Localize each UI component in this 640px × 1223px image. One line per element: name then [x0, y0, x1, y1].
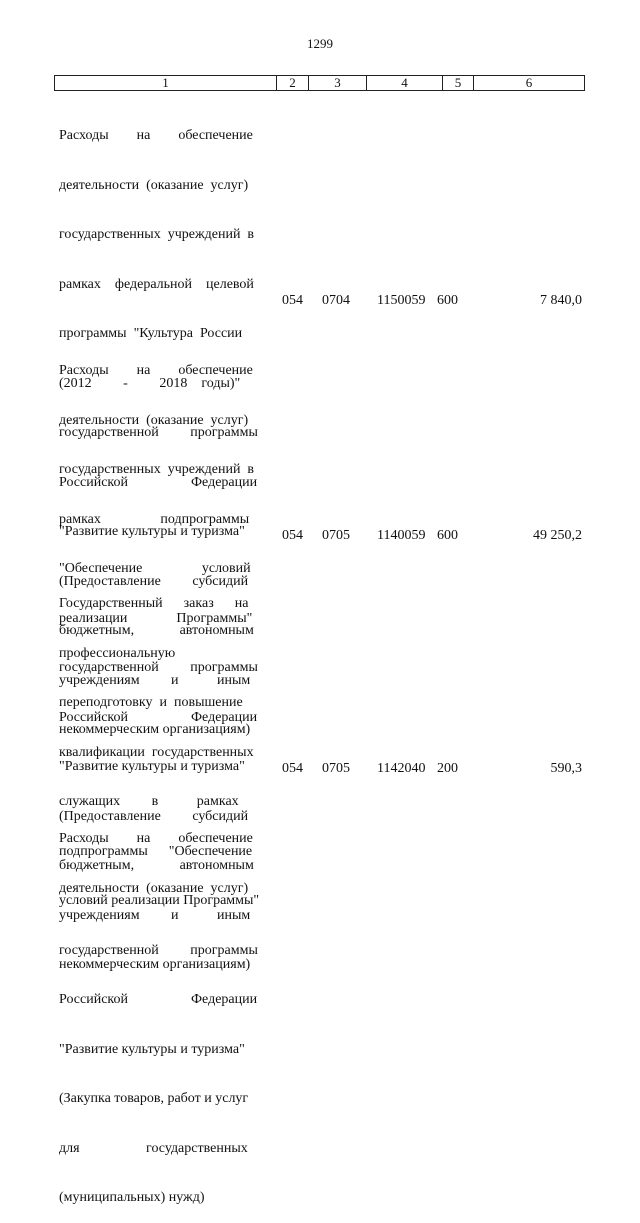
row-3-col-6: 590,3: [550, 761, 582, 776]
row-2-line: рамках подпрограммы: [59, 511, 250, 527]
row-3-col-4: 1142040: [377, 761, 426, 776]
row-3-line: условий реализации Программы": [59, 893, 260, 908]
row-1-col-2: 054: [282, 293, 303, 308]
row-1-line: деятельности (оказание услуг): [59, 177, 249, 193]
row-2-line: "Обеспечение условий: [59, 561, 251, 576]
header-col-3: 3: [309, 76, 367, 90]
row-1-line: рамках федеральной целевой: [59, 276, 254, 292]
row-2-line: Расходы на обеспечение: [59, 363, 253, 378]
page-number: 1299: [307, 36, 333, 51]
row-2-col-2: 054: [282, 528, 303, 543]
row-2-col-3: 0705: [322, 528, 350, 543]
row-4-line: Расходы на обеспечение: [59, 831, 253, 846]
row-2-line: учреждениям и иным: [59, 907, 251, 923]
row-3-line: переподготовку и повышение: [59, 695, 243, 710]
row-3-line: подпрограммы "Обеспечение: [59, 843, 253, 859]
row-1-line: бюджетным, автономным: [59, 623, 254, 638]
header-col-5: 5: [443, 76, 474, 90]
row-2-col-4: 1140059: [377, 528, 426, 543]
row-1-line: программы "Культура России: [59, 326, 243, 341]
row-2-line: государственной программы: [59, 660, 258, 675]
header-col-2: 2: [277, 76, 309, 90]
row-2-line: Российской Федерации: [59, 709, 258, 725]
row-1-col-5: 600: [437, 293, 458, 308]
row-3-col-2: 054: [282, 761, 303, 776]
row-1-line: "Развитие культуры и туризма": [59, 524, 245, 539]
row-2-col-6: 49 250,2: [533, 528, 582, 543]
header-col-4: 4: [367, 76, 443, 90]
row-2-line: деятельности (оказание услуг): [59, 412, 249, 428]
row-2-line: государственных учреждений в: [59, 462, 255, 477]
row-1-line: государственной программы: [59, 425, 258, 440]
header-col-1: 1: [55, 76, 277, 90]
row-1-col-3: 0704: [322, 293, 350, 308]
row-3-line: "Развитие культуры и туризма": [59, 1041, 245, 1057]
row-3-line: Российской Федерации: [59, 992, 258, 1007]
row-1-col-6: 7 840,0: [540, 293, 582, 308]
row-2-line: "Развитие культуры и туризма": [59, 759, 245, 774]
row-1-line: государственных учреждений в: [59, 227, 255, 242]
row-4-line: деятельности (оказание услуг): [59, 880, 249, 896]
row-2-line: некоммерческим организациям): [59, 957, 251, 972]
row-1-line: учреждениям и иным: [59, 672, 251, 688]
row-3-line: государственной программы: [59, 942, 258, 958]
row-3-col-3: 0705: [322, 761, 350, 776]
row-3-line: (муниципальных) нужд): [59, 1190, 205, 1205]
row-2-line: бюджетным, автономным: [59, 858, 254, 873]
row-3-line: профессиональную: [59, 645, 176, 661]
header-col-6: 6: [525, 75, 533, 90]
table-header-row: [54, 75, 585, 91]
row-1-line: (2012 - 2018 годы)": [59, 375, 241, 391]
row-3-line: (Закупка товаров, работ и услуг: [59, 1091, 249, 1106]
row-3-line: служащих в рамках: [59, 794, 239, 809]
row-2-line: (Предоставление субсидий: [59, 808, 249, 824]
row-3-line: для государственных: [59, 1140, 248, 1156]
row-1-line: Расходы на обеспечение: [59, 128, 253, 143]
row-1-line: некоммерческим организациям): [59, 722, 251, 737]
row-1-line: (Предоставление субсидий: [59, 573, 249, 589]
row-1-line: Российской Федерации: [59, 474, 258, 490]
row-2-col-5: 600: [437, 528, 458, 543]
row-4-description: [59, 798, 274, 914]
row-3-line: квалификации государственных: [59, 744, 254, 760]
row-2-line: реализации Программы": [59, 610, 253, 626]
row-3-col-5: 200: [437, 761, 458, 776]
row-3-line: Государственный заказ на: [59, 596, 249, 611]
row-1-col-4: 1150059: [377, 293, 426, 308]
